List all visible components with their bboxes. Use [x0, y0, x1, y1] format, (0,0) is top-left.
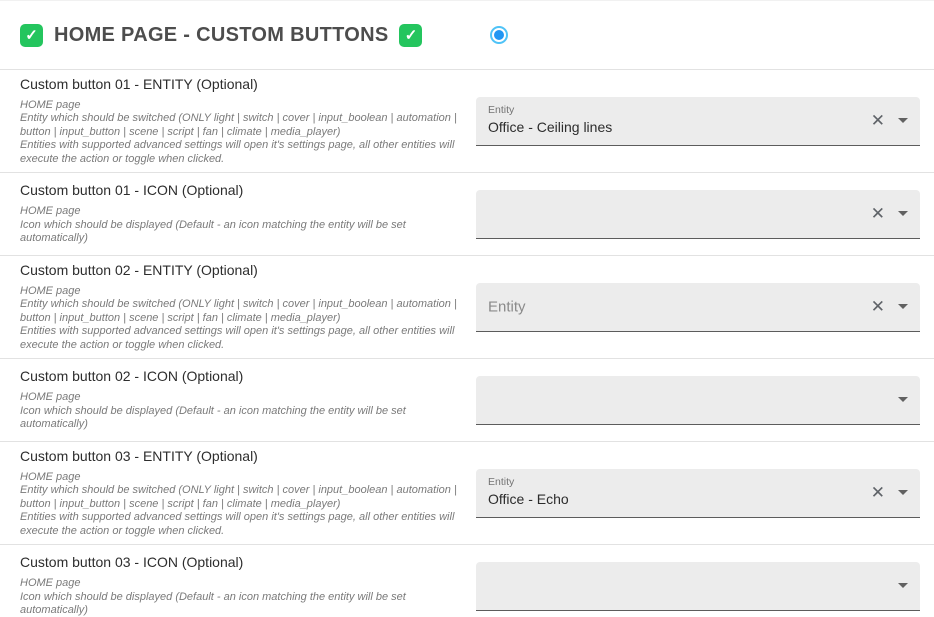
description-line: HOME page — [20, 577, 81, 590]
description-line: HOME page — [20, 470, 81, 483]
description-line: Entity which should be switched (ONLY light | switch | cover | input_boolean | automation | — [20, 112, 457, 125]
description-line: Icon which should be displayed (Default - an icon matching the entity will be set — [20, 218, 406, 231]
description-line: Entity which should be switched (ONLY light | switch | cover | input_boolean | automation | — [20, 298, 457, 311]
config-row-button03-entity — [0, 442, 934, 545]
clear-icon[interactable]: ✕ — [870, 111, 885, 130]
config-option-description — [20, 391, 472, 432]
dropdown-arrow-icon[interactable] — [898, 583, 908, 588]
icon-select-field-button01[interactable] — [476, 190, 920, 239]
config-row-text — [20, 448, 472, 539]
field-label: Entity — [488, 103, 515, 116]
description-line: HOME page — [20, 284, 81, 297]
entity-select-field-button01[interactable] — [476, 97, 920, 146]
clear-icon[interactable]: ✕ — [870, 297, 885, 316]
description-line: Entities with supported advanced settings will open it's settings page, all other entities will — [20, 139, 455, 152]
config-option-title: Custom button 02 - ENTITY (Optional) — [20, 261, 258, 278]
config-row-text — [20, 182, 472, 246]
dropdown-arrow-icon[interactable] — [898, 397, 908, 402]
config-option-description — [20, 99, 472, 167]
radio-selected-icon[interactable] — [490, 26, 508, 44]
description-line: HOME page — [20, 391, 81, 404]
config-option-description — [20, 577, 472, 617]
check-glyph: ✓ — [404, 27, 418, 44]
page-header — [0, 0, 934, 70]
check-glyph: ✓ — [25, 27, 38, 44]
config-option-title: Custom button 03 - ICON (Optional) — [20, 554, 244, 571]
config-row-button01-icon — [0, 173, 934, 256]
page-title: HOME PAGE - CUSTOM BUTTONS — [54, 23, 389, 46]
description-line: Icon which should be displayed (Default - an icon matching the entity will be set — [20, 590, 406, 603]
config-option-description — [20, 205, 472, 246]
description-line: execute the action or toggle when clicked. — [20, 524, 225, 537]
config-row-button02-icon — [0, 359, 934, 442]
config-row-text — [20, 554, 472, 617]
description-line: automatically) — [20, 604, 88, 617]
description-line: Entities with supported advanced settings will open it's settings page, all other entities will — [20, 511, 455, 524]
clear-icon[interactable]: ✕ — [870, 483, 885, 502]
icon-select-field-button03[interactable] — [476, 562, 920, 611]
description-line: execute the action or toggle when clicked. — [20, 338, 225, 351]
description-line: Entity which should be switched (ONLY light | switch | cover | input_boolean | automation | — [20, 484, 457, 497]
config-option-title: Custom button 02 - ICON (Optional) — [20, 368, 244, 385]
checkbox-checked-icon-left — [20, 24, 43, 47]
config-row-button02-entity — [0, 256, 934, 359]
config-option-description — [20, 285, 472, 353]
checkbox-checked-icon-right — [399, 24, 422, 47]
entity-select-field-button03[interactable] — [476, 469, 920, 518]
description-line: Entities with supported advanced settings will open it's settings page, all other entities will — [20, 325, 455, 338]
dropdown-arrow-icon[interactable] — [898, 211, 908, 216]
config-option-title: Custom button 03 - ENTITY (Optional) — [20, 447, 258, 464]
description-line: HOME page — [20, 205, 81, 218]
description-line: button | input_button | scene | script | fan | climate | media_player) — [20, 497, 341, 510]
dropdown-arrow-icon[interactable] — [898, 118, 908, 123]
description-line: execute the action or toggle when clicked. — [20, 152, 225, 165]
description-line: automatically) — [20, 232, 88, 245]
config-option-title: Custom button 01 - ICON (Optional) — [20, 182, 244, 199]
description-line: button | input_button | scene | script | fan | climate | media_player) — [20, 125, 341, 138]
description-line: automatically) — [20, 418, 88, 431]
field-value: Office - Ceiling lines — [488, 118, 613, 135]
dropdown-arrow-icon[interactable] — [898, 490, 908, 495]
config-row-text — [20, 76, 472, 167]
config-row-text — [20, 262, 472, 353]
field-placeholder: Entity — [488, 298, 526, 315]
clear-icon[interactable]: ✕ — [870, 204, 885, 223]
config-row-text — [20, 368, 472, 432]
description-line: HOME page — [20, 98, 81, 111]
radio-dot — [494, 30, 504, 40]
description-line: Icon which should be displayed (Default - an icon matching the entity will be set — [20, 404, 406, 417]
dropdown-arrow-icon[interactable] — [898, 304, 908, 309]
description-line: button | input_button | scene | script | fan | climate | media_player) — [20, 311, 341, 324]
config-option-title: Custom button 01 - ENTITY (Optional) — [20, 75, 258, 92]
config-row-button01-entity — [0, 70, 934, 173]
field-label: Entity — [488, 475, 515, 488]
icon-select-field-button02[interactable] — [476, 376, 920, 425]
entity-select-field-button02[interactable] — [476, 283, 920, 332]
field-value: Office - Echo — [488, 490, 569, 507]
config-option-description — [20, 471, 472, 539]
config-row-button03-icon — [0, 545, 934, 617]
